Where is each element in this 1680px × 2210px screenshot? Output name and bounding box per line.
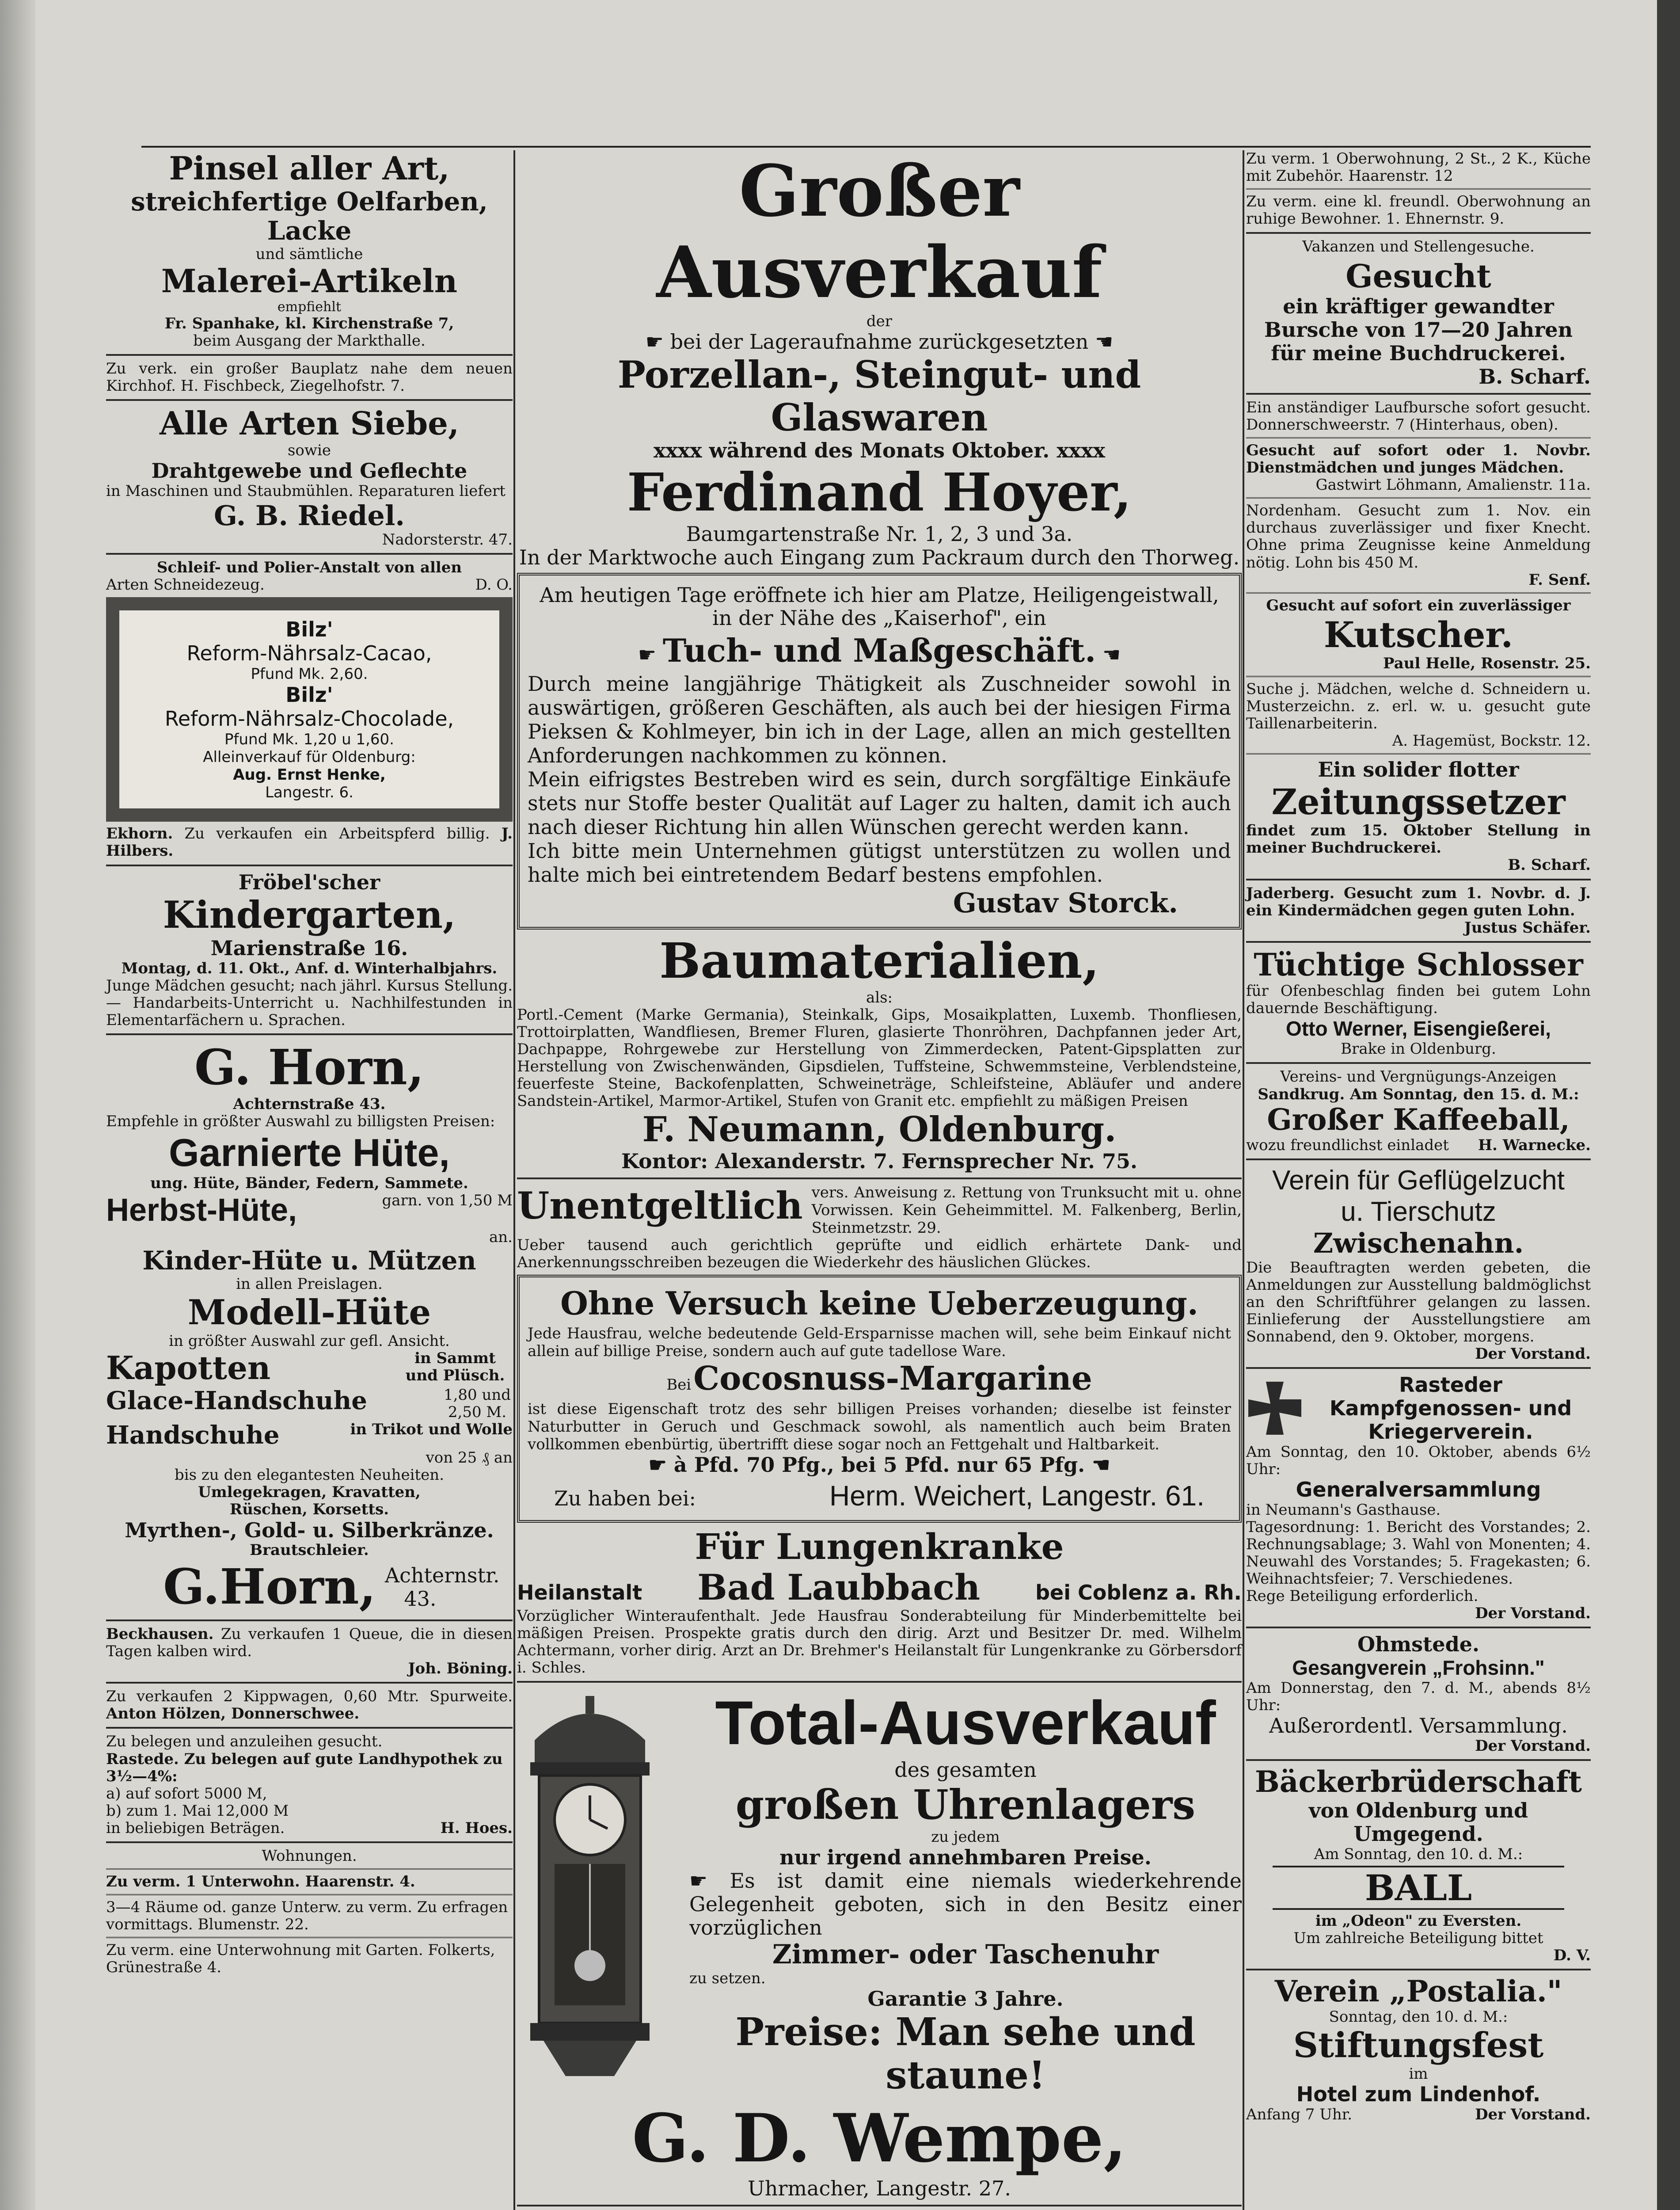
ad-setzer <box>1246 758 1591 874</box>
ad-headline: Herbst-Hüte, <box>106 1193 297 1228</box>
ad-text: ung. Hüte, Bänder, Federn, Sammete. <box>150 1174 468 1193</box>
iron-cross-icon <box>1246 1379 1304 1437</box>
ad-signature: Der Vorstand. <box>1475 1345 1591 1363</box>
ad-headline: G.Horn, <box>163 1558 376 1616</box>
ad-text: 3—4 Räume od. ganze Unterw. zu verm. Zu erfragen vormittags. Blumenstr. 22. <box>106 1898 508 1934</box>
ad-headline: Zimmer- oder Taschenuhr <box>772 1939 1159 1970</box>
divider <box>517 1681 1242 1683</box>
ad-headline: Zeitungssetzer <box>1271 781 1566 823</box>
ad-headline: u. Tierschutz <box>1341 1196 1496 1227</box>
ad-signature: Der Vorstand. <box>1475 1604 1591 1623</box>
ad-headline: Ohne Versuch keine Ueberzeugung. <box>560 1284 1198 1322</box>
ad-text: Anfang 7 Uhr. <box>1246 2106 1353 2124</box>
ad-headline: Verein „Postalia." <box>1274 1974 1562 2009</box>
divider <box>517 1177 1242 1179</box>
divider <box>1246 1969 1591 1970</box>
ad-signature: A. Hagemüst, Bockstr. 12. <box>1392 732 1591 750</box>
ad-text: Zu haben bei: <box>554 1486 696 1510</box>
ad-text: beim Ausgang der Markthalle. <box>193 332 426 350</box>
ad-text: des gesamten <box>894 1758 1037 1782</box>
ad-text: sowie <box>287 441 331 459</box>
ad-text: in beliebigen Beträgen. <box>106 1819 285 1837</box>
ad-place: Beckhausen. <box>106 1625 214 1643</box>
ad-text: xxxx während des Monats Oktober. xxxx <box>653 438 1106 463</box>
divider <box>106 1033 513 1035</box>
ad-text: Gesucht auf sofort oder 1. Novbr. Dienstmädchen und junges Mädchen. <box>1246 442 1591 477</box>
ad-signature: H. Warnecke. <box>1478 1136 1591 1154</box>
ad-text: Gesucht auf sofort ein zuverlässiger <box>1266 596 1571 614</box>
divider <box>106 1727 513 1729</box>
ad-signature: F. Senf. <box>1528 571 1591 589</box>
section-title: Vakanzen und Stellengesuche. <box>1302 238 1535 256</box>
ad-text: im <box>1409 2065 1428 2083</box>
ad-headline: Für Lungenkranke <box>695 1525 1064 1567</box>
ad-headline: Myrthen-, Gold- u. Silberkränze. <box>125 1518 494 1542</box>
divider <box>106 865 513 866</box>
pointing-hand-icon: ☛ <box>689 1868 730 1893</box>
ad-headline: Drahtgewebe und Geflechte <box>151 458 468 483</box>
divider <box>106 1841 513 1843</box>
column-left <box>106 150 513 1979</box>
ad-text: Zu verkaufen 1 Queue, die in diesen Tagen kalben wird. <box>106 1625 513 1661</box>
ad-signature: B. Scharf. <box>1508 856 1591 874</box>
ad-signature: G. D. Wempe, <box>632 2100 1127 2178</box>
ad-headline: großen Uhrenlagers <box>735 1781 1196 1829</box>
ad-kindergarten <box>106 871 513 1029</box>
ad-headline: Bilz' <box>285 617 333 642</box>
ad-bilz <box>106 597 513 822</box>
pointing-hand-icon: ☚ <box>1085 1452 1110 1477</box>
divider <box>106 1619 513 1621</box>
ad-text: bei der Lageraufnahme zurückgesetzten <box>670 330 1089 354</box>
ad-headline: Tüchtige Schlosser <box>1254 946 1583 983</box>
ad-headline: Kriegerverein. <box>1368 1419 1533 1444</box>
ad-text: für Ofenbeschlag finden bei gutem Lohn dauernde Beschäftigung. <box>1246 982 1591 1017</box>
ad-kutscher <box>1246 597 1591 672</box>
ad-text: Umlegekragen, Kravatten, <box>198 1483 421 1501</box>
ad-headline: Baumaterialien, <box>659 932 1099 990</box>
ad-kaffeeball <box>1246 1068 1591 1154</box>
ad-wohnungen <box>106 1848 513 1977</box>
ad-baumaterialien <box>517 933 1242 1173</box>
divider <box>1246 941 1591 943</box>
ad-place: Ohmstede. <box>1357 1632 1480 1657</box>
ad-address: Kontor: Alexanderstr. 7. Fernsprecher Nr. 75. <box>621 1149 1137 1173</box>
divider <box>106 1894 513 1895</box>
ad-headline: Unentgeltlich <box>517 1183 803 1227</box>
ad-text: Rege Beteiligung erforderlich. <box>1246 1587 1479 1605</box>
ad-address: Baumgartenstraße Nr. 1, 2, 3 und 3a. <box>686 522 1073 546</box>
ad-headline: Gesangverein „Frohsinn." <box>1292 1656 1545 1680</box>
ad-unentgeltlich <box>517 1184 1242 1237</box>
ad-text: Jaderberg. Gesucht zum 1. Novbr. d. J. ein Kindermädchen gegen guten Lohn. <box>1246 884 1591 919</box>
ad-text: der <box>866 312 893 330</box>
ad-headline: Großer Ausverkauf <box>656 149 1102 314</box>
ad-wempe-signature <box>517 2100 1242 2200</box>
ad-text: vers. Anweisung z. Rettung von Trunksucht mit u. ohne Vorwissen. Kein Geheimmittel. M. Falkenberg, Berlin, Steinmetzstr. 29. <box>811 1183 1242 1237</box>
ad-text: Portl.-Cement (Marke Germania), Steinkalk, Gips, Mosaikplatten, Luxemb. Thonfliesen, Trottoirplatten, Wandfliesen, Bremer Fluren, glasierte Thonröhren, Dachpfannen jeder Art, Dachpappe, Rohrgewebe zur Herstellung von Zimmerdecken, Patent-Gipsplatten zur Herstellung von Zwischenwänden, Gipsdielen, Tuffsteine, Schwemmsteine, Verblendsteine, feuerfeste Steine, Backofenplatten, Schweineträge, Schleifsteine, Abläufer und andere Sandstein-Artikel, Marmor-Artikel, Stufen von Granit etc. empfiehlt zu mäßigen Preisen <box>517 1006 1242 1110</box>
top-rule <box>141 146 1591 148</box>
ad-address: Langestr. 6. <box>265 784 353 802</box>
ad-text: Sandkrug. Am Sonntag, den 15. d. M.: <box>1258 1085 1579 1103</box>
ad-headline: Alle Arten Siebe, <box>159 404 460 442</box>
ad-maedchen <box>1246 681 1591 750</box>
ad-text: ein kräftiger gewandter Bursche von 17—20 Jahren für meine Buchdruckerei. <box>1264 294 1573 366</box>
ad-bauplatz: Zu verk. ein großer Bauplatz nahe dem neuen Kirchhof. H. Fischbeck, Ziegelhofstr. 7. <box>106 359 513 395</box>
ad-text: und sämtliche <box>255 245 363 263</box>
ad-horn <box>106 1040 513 1615</box>
page-gutter <box>0 0 35 2210</box>
divider <box>1246 1627 1591 1628</box>
ad-text: Zu verm. 1 Oberwohnung, 2 St., 2 K., Küche mit Zubehör. Haarenstr. 12 <box>1246 150 1591 185</box>
ad-text: in Neumann's Gasthause. <box>1246 1501 1441 1519</box>
ad-laufbursche: Ein anständiger Laufbursche sofort gesucht. Donnerschweerstr. 7 (Hinterhaus, oben). <box>1246 398 1591 434</box>
ad-text: nur irgend annehmbaren Preise. <box>779 1845 1152 1869</box>
pointing-hand-icon: ☚ <box>1088 330 1114 354</box>
ad-text: zu setzen. <box>689 1969 766 1987</box>
ad-address: Brake in Oldenburg. <box>1341 1040 1496 1058</box>
divider <box>1246 1158 1591 1160</box>
divider <box>106 354 513 356</box>
ad-text: bei Coblenz a. Rh. <box>1035 1580 1242 1604</box>
ad-headline: G. Horn, <box>194 1039 425 1096</box>
ad-headline: Hotel zum Lindenhof. <box>1296 2082 1541 2107</box>
ad-headline: Großer Kaffeeball, <box>1267 1102 1570 1137</box>
ad-headline: Pinsel aller Art, <box>169 149 450 187</box>
ad-signature: Paul Helle, Rosenstr. 25. <box>1383 654 1591 672</box>
ad-headline: Rasteder <box>1399 1373 1502 1397</box>
ad-text: als: <box>866 988 893 1006</box>
ad-text: Tagesordnung: 1. Bericht des Vorstandes; 2. Rechnungsablage; 3. Wahl von Monenten; 4. Neuwahl des Vorstandes; 5. Fragekasten; 6. Weihnachtsfeier; 7. Verschiedenes. <box>1246 1518 1591 1588</box>
ad-text: Mein eifrigstes Bestreben wird es sein, durch sorgfältige Einkäufe stets nur Stoffe bester Qualität auf Lager zu halten, damit ich auch nach dieser Richtung hin allen Wünschen gerecht werden kann. <box>528 767 1231 839</box>
ad-address: Achternstraße 43. <box>233 1095 386 1113</box>
ad-nordenham <box>1246 502 1591 588</box>
ad-text: Fr. Spanhake, kl. Kirchenstraße 7, <box>164 314 454 332</box>
ad-schleif <box>106 559 513 594</box>
ad-text: bis zu den elegantesten Neuheiten. <box>174 1466 445 1484</box>
ad-text: Rastede. Zu belegen auf gute Landhypothek zu 3½—4%: <box>106 1750 503 1785</box>
ad-text: Am Donnerstag, den 7. d. M., abends 8½ Uhr: <box>1246 1679 1591 1715</box>
ad-hypothek <box>106 1733 513 1837</box>
ad-signature: Aug. Ernst Henke, <box>233 766 386 784</box>
ad-pinsel <box>106 150 513 350</box>
ad-text: Empfehle in größter Auswahl zu billigsten Preisen: <box>106 1112 495 1130</box>
ad-text: Ein solider flotter <box>1318 758 1519 782</box>
ad-text: Am Sonntag, den 10. Oktober, abends 6½ Uhr: <box>1246 1443 1591 1478</box>
ad-text: Zu verm. 1 Unterwohn. Haarenstr. 4. <box>106 1873 415 1891</box>
ad-schlosser <box>1246 947 1591 1058</box>
ad-text: in Maschinen und Staubmühlen. Reparaturen liefert <box>106 482 506 500</box>
ad-text: Garantie 3 Jahre. <box>867 1986 1064 2011</box>
ad-address: Nadorsterstr. 47. <box>382 531 513 549</box>
ad-headline: Außerordentl. Versammlung. <box>1269 1714 1568 1738</box>
ad-headline: Gesucht <box>1346 257 1491 295</box>
ad-signature: Herm. Weichert, Langestr. 61. <box>829 1479 1205 1512</box>
ad-text: Ueber tausend auch gerichtlich geprüfte und eidlich erhärtete Dank- und Anerkennungsschreiben bezeugen die Wiederkehr des häuslichen Glückes. <box>517 1236 1242 1271</box>
ad-text: Zu verkaufen ein Arbeitspferd billig. <box>184 825 490 843</box>
ad-postalia <box>1246 1975 1591 2123</box>
ad-headline: Kindergarten, <box>163 893 456 937</box>
ad-text: Schleif- und Polier-Anstalt von allen <box>156 559 462 577</box>
ad-signature: Gustav Storck. <box>953 887 1178 919</box>
ad-siebe <box>106 405 513 549</box>
ad-dienst <box>1246 442 1591 494</box>
section-title: Vereins- und Vergnügungs-Anzeigen <box>1280 1068 1557 1086</box>
ad-headline: Tuch- und Maßgeschäft. <box>662 632 1096 670</box>
ad-signature: Joh. Böning. <box>408 1660 513 1678</box>
ad-headline: Porzellan-, Steingut- und Glaswaren <box>617 352 1141 439</box>
ad-text: in größter Auswahl zur gefl. Ansicht. <box>169 1332 450 1350</box>
ad-headline: Generalversammlung <box>1296 1477 1541 1501</box>
ad-headline: Cocosnuss-Margarine <box>693 1359 1092 1398</box>
divider <box>106 553 513 555</box>
ad-text: Am Sonntag, den 10. d. M.: <box>1314 1845 1523 1863</box>
clock-illustration <box>517 1687 676 2100</box>
ad-text: Zu verkaufen 2 Kippwagen, 0,60 Mtr. Spurweite. <box>106 1688 513 1706</box>
ad-headline: Bäckerbrüderschaft <box>1254 1764 1582 1799</box>
ad-text: Reform-Nährsalz-Cacao, <box>186 641 432 666</box>
ad-text: Arten Schneidezeug. <box>106 576 265 594</box>
ad-signature: Der Vorstand. <box>1475 1737 1591 1755</box>
divider <box>1246 1367 1591 1369</box>
ad-text: Es ist damit eine niemals wiederkehrende Gelegenheit geboten, sich in den Besitz einer vorzüglichen <box>689 1868 1242 1939</box>
pointing-hand-icon: ☛ <box>645 330 670 354</box>
ad-headline: Total-Ausverkauf <box>715 1688 1216 1758</box>
ad-text: Junge Mädchen gesucht; nach jährl. Kursus Stellung. — Handarbeits-Unterricht u. Nachhilfestunden in Elementarfächern u. Sprachen. <box>106 977 513 1029</box>
ad-text: Heilanstalt <box>517 1580 642 1604</box>
ad-text: findet zum 15. Oktober Stellung in meiner Buchdruckerei. <box>1246 822 1591 857</box>
ad-text: Am heutigen Tage eröffnete ich hier am Platze, Heiligengeistwall, in der Nähe des „Kaiserhof", ein <box>540 583 1219 630</box>
ad-text: Vorzüglicher Winteraufenthalt. Jede Hausfrau Sonderabteilung für Minderbemittelte bei mäßigen Preisen. Prospekte gratis durch den dirig. Arzt und Besitzer Dr. med. Wilhelm Achtermann, vorher dirig. Arzt an Dr. Brehmer's Heilanstalt für Lungenkranke zu Görbersdorf i. Schles. <box>517 1607 1242 1677</box>
ad-text: Durch meine langjährige Thätigkeit als Zuschneider sowohl in auswärtigen, größeren Geschäften, als auch bei der hiesigen Firma Pieksen & Kohlmeyer, bin ich in der Lage, allen an mich gestellten Anforderungen nachkommen zu können. <box>528 672 1231 768</box>
column-middle <box>517 150 1242 2210</box>
pointing-hand-icon: ☛ <box>648 1452 674 1477</box>
ad-text: Zu verm. eine kl. freundl. Oberwohnung an ruhige Bewohner. 1. Ehnernstr. 9. <box>1246 193 1591 228</box>
ad-ekhorn <box>106 825 513 860</box>
ad-text: im „Odeon" zu Eversten. <box>1315 1912 1522 1930</box>
ad-text: Alleinverkauf für Oldenburg: <box>203 748 416 766</box>
ad-address: Uhrmacher, Langestr. 27. <box>748 2176 1011 2200</box>
ad-beckhausen <box>106 1626 513 1677</box>
ad-text: Zu verm. eine Unterwohnung mit Garten. Folkerts, Grünestraße 4. <box>106 1941 495 1977</box>
ad-wempe <box>517 1687 1242 2100</box>
ad-text: in allen Preislagen. <box>236 1275 383 1293</box>
section-title: Wohnungen. <box>262 1847 357 1865</box>
divider <box>517 2205 1242 2206</box>
ad-headline: Bad Laubbach <box>697 1566 981 1608</box>
ad-headline: BALL <box>1273 1866 1564 1910</box>
ad-signature: Anton Hölzen, Donnerschwee. <box>106 1705 360 1723</box>
scan-border <box>1657 0 1680 2210</box>
ad-text: Um zahlreiche Beteiligung bittet <box>1293 1929 1543 1947</box>
ad-price: 1,80 und 2,50 M. <box>443 1386 511 1421</box>
ad-text: von Oldenburg und Umgegend. <box>1308 1798 1528 1846</box>
ad-headline: Garnierte Hüte, <box>169 1131 450 1175</box>
divider <box>1246 753 1591 754</box>
column-rule-1 <box>513 150 515 2210</box>
ad-address: Achternstr. 43. <box>384 1563 500 1611</box>
ad-price: von 25 ₰ an <box>426 1449 513 1467</box>
divider <box>1246 232 1591 234</box>
ad-text: Zu belegen und anzuleihen gesucht. <box>106 1733 383 1751</box>
divider <box>1246 188 1591 190</box>
ad-text: in Sammt und Plüsch. <box>405 1349 505 1384</box>
ad-text: zu jedem <box>931 1828 1000 1846</box>
ad-text: Rüschen, Korsetts. <box>229 1501 389 1519</box>
divider <box>106 1937 513 1938</box>
divider <box>1246 1062 1591 1064</box>
ad-lungenkranke <box>517 1526 1242 1677</box>
ad-signature: G. B. Riedel. <box>214 499 405 532</box>
ad-bursche <box>1246 258 1591 388</box>
ad-headline: Verein für Geflügelzucht <box>1272 1165 1565 1196</box>
ad-signature: J. Hilbers. <box>106 825 513 860</box>
divider <box>1246 676 1591 677</box>
ad-headline: Glace-Handschuhe <box>106 1386 367 1415</box>
ad-margarine <box>517 1275 1242 1523</box>
ad-text: ist diese Eigenschaft trotz des sehr billigen Preises vorhanden; dieselbe ist feinster Naturbutter in Geruch und Geschmack sowohl, als namentlich auch beim Braten vollkommen ebenbürtig, übertrifft diese sogar noch an Fettgehalt und Haltbarkeit. <box>528 1400 1231 1453</box>
ad-address: Marienstraße 16. <box>210 936 408 960</box>
ad-place: Ekhorn. <box>106 825 173 843</box>
ad-signature: F. Neumann, Oldenburg. <box>642 1109 1117 1150</box>
ad-price: à Pfd. 70 Pfg., bei 5 Pfd. nur 65 Pfg. <box>673 1452 1085 1477</box>
pointing-hand-icon: ☛ <box>638 643 663 667</box>
ad-text: Nordenham. Gesucht zum 1. Nov. ein durchaus zuverlässiger und fixer Knecht. Ohne prima Zeugnisse keine Anmeldung nötig. Lohn bis 450 M. <box>1246 502 1591 572</box>
divider <box>106 1682 513 1684</box>
ad-price: garn. von 1,50 M <box>382 1192 513 1210</box>
divider <box>1246 437 1591 438</box>
divider <box>106 1868 513 1870</box>
ad-signature: Der Vorstand. <box>1475 2106 1591 2124</box>
ad-text: Montag, d. 11. Okt., Anf. d. Winterhalbjahrs. <box>121 959 498 977</box>
ad-headline: Kutscher. <box>1323 613 1513 655</box>
divider <box>1246 592 1591 594</box>
divider <box>1246 497 1591 499</box>
divider <box>1246 1759 1591 1761</box>
ad-text: Ich bitte mein Unternehmen gütigst unterstützen zu wollen und halte mich bei eintretendem Bedarf bestens empfohlen. <box>528 839 1231 887</box>
grandfather-clock-icon <box>517 1687 663 2085</box>
ad-headline: Zwischenahn. <box>1313 1227 1524 1260</box>
ad-rastede <box>1246 1373 1591 1622</box>
ad-text: Suche j. Mädchen, welche d. Schneidern u. Musterzeichn. z. erl. w. u. gesucht gute Taillenarbeiterin. <box>1246 680 1591 733</box>
column-right <box>1246 150 1591 2126</box>
ad-storck <box>517 573 1242 930</box>
ad-headline: Kinder-Hüte u. Mützen <box>142 1246 476 1276</box>
ad-text: Fröbel'scher <box>238 870 380 894</box>
ad-headline: Bilz' <box>285 683 333 707</box>
divider <box>1246 393 1591 395</box>
ad-signature: D. V. <box>1553 1947 1591 1965</box>
ad-headline: Modell-Hüte <box>187 1292 431 1333</box>
ad-headline: Kapotten <box>106 1349 271 1387</box>
ad-text: b) zum 1. Mai 12,000 M <box>106 1802 289 1820</box>
divider <box>1246 879 1591 880</box>
ad-price: Pfund Mk. 1,20 u 1,60. <box>224 731 394 749</box>
ad-text: Jede Hausfrau, welche bedeutende Geld-Ersparnisse machen will, sehe beim Einkauf nicht allein auf billige Preise, sondern auch auf gute tadellose Ware. <box>528 1324 1231 1360</box>
ad-headline: Malerei-Artikeln <box>161 262 458 300</box>
ad-kippwagen <box>106 1688 513 1722</box>
ad-signature: Justus Schäfer. <box>1464 918 1591 937</box>
ad-text: Die Beauftragten werden gebeten, die Anmeldungen zur Ausstellung baldmöglichst an den Schriftführer gelangen zu lassen. Einlieferung der Ausstellungstiere am Sonnabend, den 9. Oktober, morgens. <box>1246 1258 1591 1345</box>
ad-signature: Gastwirt Löhmann, Amalienstr. 11a. <box>1315 476 1591 494</box>
ad-text: a) auf sofort 5000 M, <box>106 1784 267 1802</box>
ad-headline: Handschuhe <box>106 1420 280 1450</box>
ad-signature: H. Hoes. <box>440 1819 513 1837</box>
ad-signature: Ferdinand Hoyer, <box>627 461 1132 523</box>
ad-text: empfiehlt <box>277 299 342 315</box>
pointing-hand-icon: ☚ <box>1096 643 1121 667</box>
ad-signature: Otto Werner, Eisengießerei, <box>1286 1017 1551 1040</box>
ad-text: Brautschleier. <box>250 1541 369 1559</box>
ad-text: Sonntag, den 10. d. M.: <box>1329 2008 1508 2026</box>
ad-jaderberg <box>1246 885 1591 937</box>
ad-headline: Preise: Man sehe und staune! <box>735 2009 1196 2098</box>
ad-text: in Trikot und Wolle <box>350 1420 513 1438</box>
ad-frohsinn <box>1246 1633 1591 1755</box>
ad-gefluegel <box>1246 1165 1591 1363</box>
ad-price: Pfund Mk. 2,60. <box>251 665 368 683</box>
ad-text: Reform-Nährsalz-Chocolade, <box>164 707 454 731</box>
ad-text: In der Marktwoche auch Eingang zum Packraum durch den Thorweg. <box>519 545 1240 569</box>
divider <box>106 399 513 401</box>
ad-text: wozu freundlichst einladet <box>1246 1136 1449 1154</box>
ad-headline: streichfertige Oelfarben, Lacke <box>131 186 488 246</box>
ad-signature: D. O. <box>475 576 513 594</box>
ad-text: Bei <box>666 1376 692 1394</box>
ad-text: an. <box>489 1228 513 1246</box>
ad-hoyer <box>517 150 1242 569</box>
ad-baecker <box>1246 1765 1591 1964</box>
column-rule-2 <box>1243 150 1244 2210</box>
ad-headline: Kampfgenossen- und <box>1329 1396 1572 1420</box>
ad-headline: Stiftungsfest <box>1293 2025 1544 2066</box>
ad-signature: B. Scharf. <box>1479 364 1591 389</box>
